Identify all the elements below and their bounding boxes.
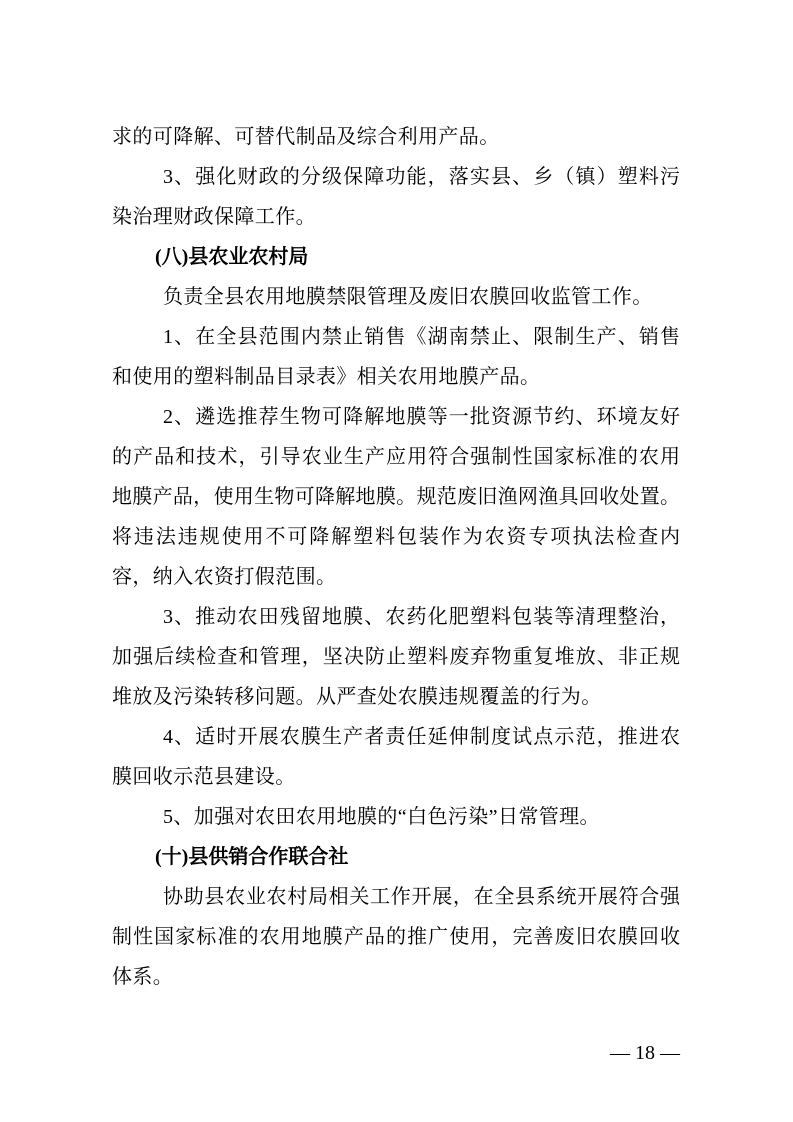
paragraph	[112, 597, 680, 717]
paragraph	[112, 397, 680, 597]
page-number: — 18 —	[610, 1042, 680, 1064]
paragraph	[112, 877, 680, 997]
paragraph-line: 体系。	[112, 966, 174, 988]
paragraph-line: 求的可降解、可替代制品及综合利用产品。	[112, 126, 500, 148]
paragraph	[112, 277, 680, 317]
paragraph-line: 染治理财政保障工作。	[112, 206, 316, 228]
paragraph-line: 1、在全县范围内禁止销售《湖南禁止、限制生产、销售	[163, 326, 680, 348]
paragraph-line: 和使用的塑料制品目录表》相关农用地膜产品。	[112, 366, 541, 388]
paragraph-line: 协助县农业农村局相关工作开展，在全县系统开展符合强	[163, 886, 680, 908]
paragraph	[112, 317, 680, 397]
section-heading: (十)县供销合作联合社	[155, 846, 349, 868]
paragraph-line: 将违法违规使用不可降解塑料包装作为农资专项执法检查内	[112, 526, 680, 548]
paragraph-line: 2、遴选推荐生物可降解地膜等一批资源节约、环境友好	[163, 406, 680, 428]
paragraph	[112, 797, 680, 837]
paragraph-line: 膜回收示范县建设。	[112, 766, 296, 788]
paragraph	[112, 157, 680, 237]
paragraph-line: 的产品和技术，引导农业生产应用符合强制性国家标准的农用	[112, 446, 680, 468]
paragraph-line: 加强后续检查和管理，坚决防止塑料废弃物重复堆放、非正规	[112, 646, 680, 668]
paragraph	[112, 717, 680, 797]
paragraph-line: 地膜产品，使用生物可降解地膜。规范废旧渔网渔具回收处置。	[112, 486, 680, 508]
paragraph-line: 负责全县农用地膜禁限管理及废旧农膜回收监管工作。	[163, 286, 653, 308]
paragraph-line: 3、推动农田残留地膜、农药化肥塑料包装等清理整治，	[163, 606, 680, 628]
paragraph-line: 制性国家标准的农用地膜产品的推广使用，完善废旧农膜回收	[112, 926, 680, 948]
paragraph-line: 堆放及污染转移问题。从严查处农膜违规覆盖的行为。	[112, 686, 602, 708]
paragraph	[112, 117, 680, 157]
paragraph-line: 3、强化财政的分级保障功能，落实县、乡（镇）塑料污	[163, 166, 680, 188]
paragraph-line: 4、适时开展农膜生产者责任延伸制度试点示范，推进农	[163, 726, 680, 748]
paragraph-line: 5、加强对农田农用地膜的“白色污染”日常管理。	[163, 806, 600, 828]
page-body	[112, 117, 680, 997]
paragraph-line: 容，纳入农资打假范围。	[112, 566, 337, 588]
section-heading: (八)县农业农村局	[155, 246, 309, 268]
